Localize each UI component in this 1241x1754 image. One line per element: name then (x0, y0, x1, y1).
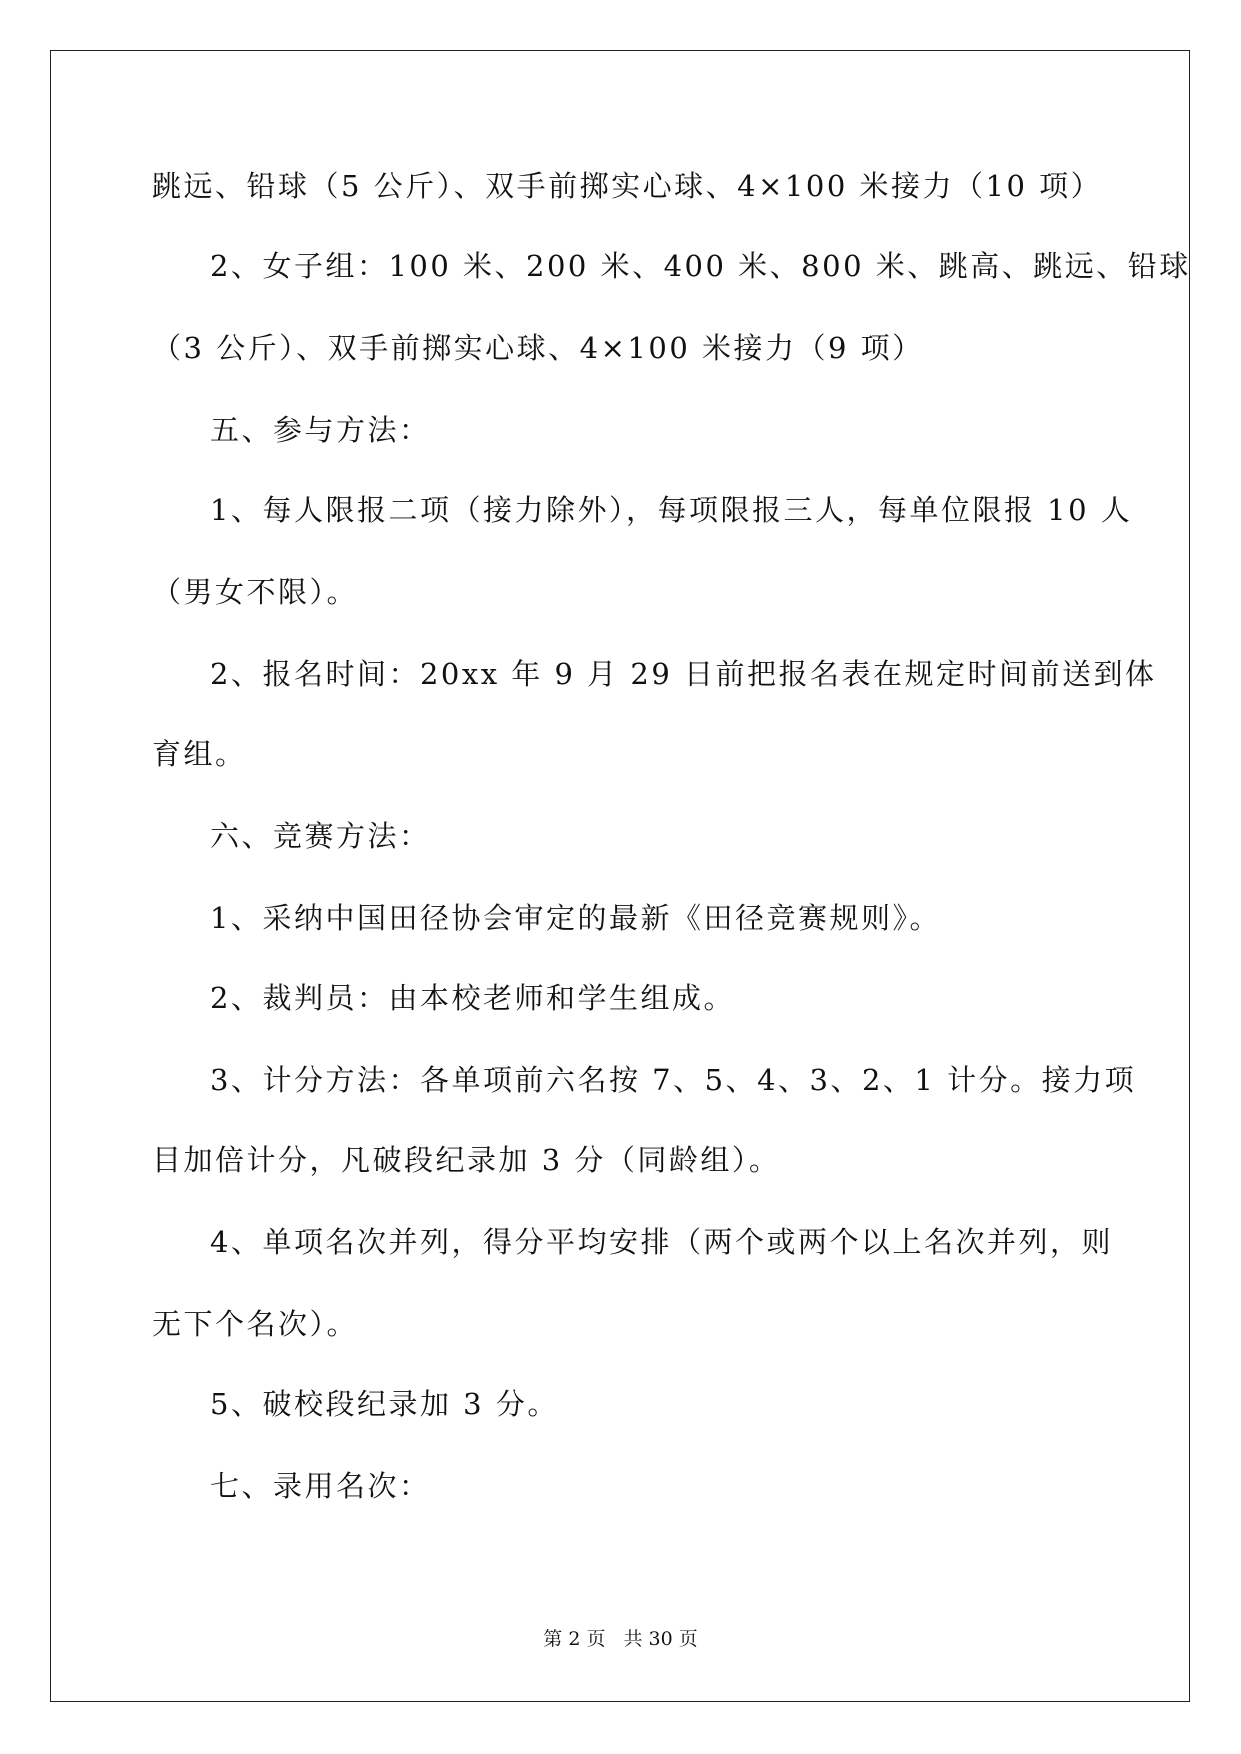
text-line: 2、女子组：100 米、200 米、400 米、800 米、跳高、跳远、铅球 (210, 249, 1191, 283)
text-line: 1、采纳中国田径协会审定的最新《田径竞赛规则》。 (210, 901, 941, 935)
section-heading: 五、参与方法： (210, 413, 431, 447)
text-line: 跳远、铅球（5 公斤）、双手前掷实心球、4×100 米接力（10 项） (152, 169, 1103, 203)
text-line: （3 公斤）、双手前掷实心球、4×100 米接力（9 项） (152, 331, 924, 365)
text-line: 5、破校段纪录加 3 分。 (210, 1387, 559, 1421)
text-line: 1、每人限报二项（接力除外），每项限报三人，每单位限报 10 人 (210, 493, 1133, 527)
text-line: 育组。 (152, 737, 247, 771)
text-line: 4、单项名次并列，得分平均安排（两个或两个以上名次并列，则 (210, 1225, 1113, 1259)
page-footer (0, 1627, 1241, 1651)
page-number: 第 2 页 (543, 1628, 606, 1650)
text-line: 3、计分方法：各单项前六名按 7、5、4、3、2、1 计分。接力项 (210, 1063, 1137, 1097)
page-total: 共 30 页 (623, 1628, 698, 1650)
section-heading: 六、竞赛方法： (210, 819, 431, 853)
text-line: 2、裁判员：由本校老师和学生组成。 (210, 981, 735, 1015)
section-heading: 七、录用名次： (210, 1469, 431, 1503)
text-line: 2、报名时间：20xx 年 9 月 29 日前把报名表在规定时间前送到体 (210, 657, 1157, 691)
text-line: 无下个名次）。 (152, 1307, 359, 1341)
page-border (50, 50, 1190, 1702)
text-line: 目加倍计分，凡破段纪录加 3 分（同龄组）。 (152, 1143, 781, 1177)
text-line: （男女不限）。 (152, 575, 359, 609)
